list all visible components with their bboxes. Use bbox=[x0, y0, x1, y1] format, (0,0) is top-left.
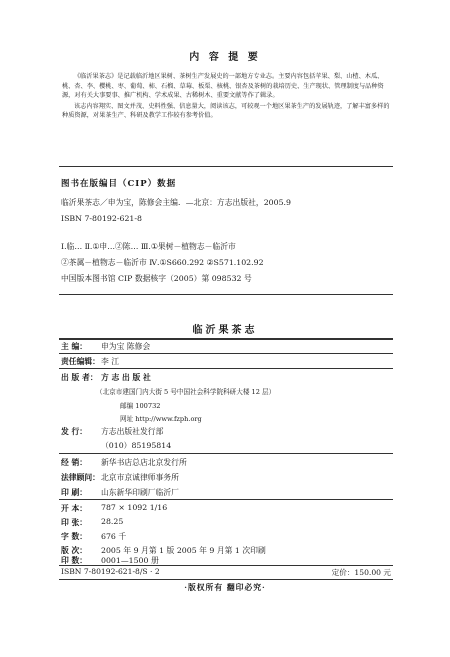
cip-classification-line-1: Ⅰ.临… Ⅱ.①申…②陈… Ⅲ.①果树－植物志－临沂市 bbox=[61, 242, 236, 251]
edition-label: 版 次： bbox=[61, 546, 88, 555]
cip-isbn-line: ISBN 7-80192-621-8 bbox=[61, 214, 142, 223]
responsible-editor-value: 李 江 bbox=[101, 357, 120, 366]
legal-advisor-value: 北京市京诚律师事务所 bbox=[101, 473, 179, 482]
isbn-price-line bbox=[61, 567, 391, 576]
format-label: 开 本： bbox=[61, 504, 88, 513]
printing-label: 印 刷： bbox=[61, 488, 88, 497]
cip-heading: 图书在版编目（CIP）数据 bbox=[61, 179, 177, 189]
publisher-label: 出 版 者： bbox=[61, 373, 98, 382]
cip-classification-line-2: ②茶属－植物志－临沂市 Ⅳ.①S660.292 ②S571.102.92 bbox=[61, 258, 264, 267]
editor-value: 申为宝 陈修会 bbox=[101, 342, 151, 351]
section-divider bbox=[59, 166, 393, 167]
publisher-address: （北京市建国门内大街 5 号中国社会科学院科研大楼 12 层） bbox=[96, 388, 276, 396]
distribution-label: 发 行： bbox=[61, 427, 88, 436]
row-divider bbox=[59, 579, 393, 580]
legal-advisor-label: 法律顾问： bbox=[61, 473, 100, 482]
distribution-phone: （010）85195814 bbox=[101, 441, 172, 450]
responsible-editor-label: 责任编辑： bbox=[61, 357, 100, 366]
book-title: 临沂果茶志 bbox=[192, 325, 258, 336]
print-run-label: 印 数： bbox=[61, 556, 88, 565]
format-value: 787 × 1092 1/16 bbox=[101, 503, 168, 512]
publisher-value: 方 志 出 版 社 bbox=[101, 373, 151, 382]
row-divider bbox=[59, 565, 393, 566]
price: 定价：150.00 元 bbox=[331, 568, 391, 577]
sales-label: 经 销： bbox=[61, 458, 88, 467]
words-label: 字 数： bbox=[61, 532, 88, 541]
words-value: 676 千 bbox=[101, 532, 127, 541]
row-divider bbox=[59, 368, 393, 369]
section-divider bbox=[59, 294, 393, 295]
sheets-label: 印 张： bbox=[61, 518, 88, 527]
printing-value: 山东新华印刷厂临沂厂 bbox=[101, 488, 179, 497]
distribution-value: 方志出版社发行部 bbox=[101, 427, 164, 436]
row-divider bbox=[59, 453, 393, 454]
summary-paragraph-2: 该志内容翔实、图文并茂、史料性强、信息量大，阅读该志，可较观一个地区果茶生产的发展轨迹，了解丰富多样的种质资源，对果茶生产、科研及教学工作较有参考价值。 bbox=[62, 102, 390, 119]
sheets-value: 28.25 bbox=[101, 517, 124, 526]
edition-value: 2005 年 9 月第 1 版 2005 年 9 月第 1 次印刷 bbox=[101, 546, 266, 555]
cip-data-number: 中国版本图书馆 CIP 数据核字（2005）第 098532 号 bbox=[61, 274, 252, 283]
cip-record-line: 临沂果茶志／申为宝，陈修会主编．—北京：方志出版社，2005.9 bbox=[61, 198, 291, 207]
print-run-value: 0001—1500 册 bbox=[101, 556, 159, 565]
editor-label: 主 编： bbox=[61, 342, 88, 351]
sales-value: 新华书店总店北京发行所 bbox=[101, 458, 187, 467]
summary-title: 内 容 提 要 bbox=[189, 52, 261, 63]
colophon-top-rule bbox=[59, 338, 393, 340]
row-divider bbox=[59, 353, 393, 354]
summary-body bbox=[62, 72, 392, 122]
row-divider bbox=[59, 499, 393, 500]
publisher-website: 网址 http://www.fzph.org bbox=[120, 415, 202, 423]
isbn-code: ISBN 7-80192-621-8/S · 2 bbox=[61, 567, 160, 576]
publisher-postcode: 邮编 100732 bbox=[120, 402, 161, 410]
summary-paragraph-1: 《临沂果茶志》是记载临沂地区果树、茶树生产发展史的一部地方专业志。主要内容包括苹果、梨、山楂、木瓜、桃、杏、李、樱桃、枣、葡萄、柿、石榴、草莓、板栗、核桃、银杏及茶树的栽培历史、生产现状、管理制度与品种资源，对有关大事要事、推广机构、学术成果、古稀树木、重要文献等作了辑录。 bbox=[62, 73, 384, 99]
copyright-notice: ·版权所有 翻印必究· bbox=[184, 583, 266, 592]
